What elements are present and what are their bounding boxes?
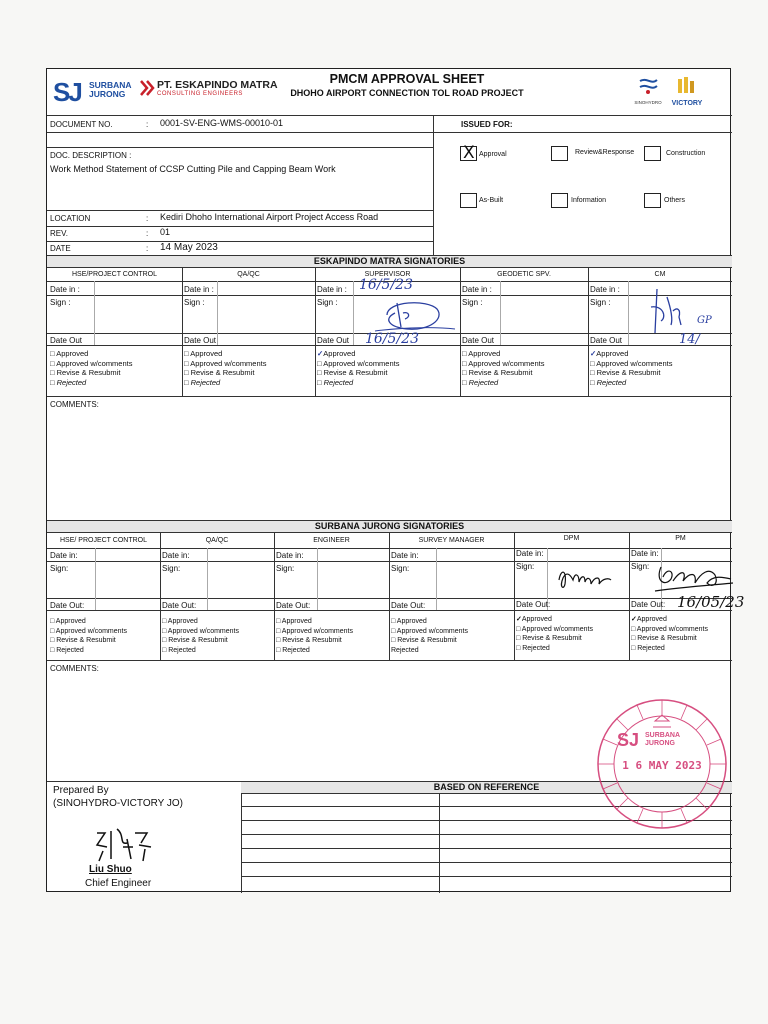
option-approved: □ Approved xyxy=(162,618,198,625)
esk-date-in-label: Date in : xyxy=(50,285,80,294)
sj-date-in-label: Date in: xyxy=(391,551,419,560)
sj-date-out-label: Date Out: xyxy=(391,601,426,610)
esk-sign-label: Sign : xyxy=(50,298,71,307)
option-approved-comments: □ Approved w/comments xyxy=(50,358,133,368)
issued-for-title: ISSUED FOR: xyxy=(461,120,513,129)
esk-date-in-label: Date in : xyxy=(590,285,620,294)
option-revise: □ Revise & Resubmit xyxy=(317,368,388,377)
option-revise: □ Revise & Resubmit xyxy=(276,637,342,644)
cm-signature xyxy=(647,287,707,337)
sj-col-pm: PM xyxy=(675,535,686,542)
option-rejected: □ Rejected xyxy=(50,377,87,387)
option-revise: □ Revise & Resubmit xyxy=(462,368,533,377)
sj-col-hse: HSE/ PROJECT CONTROL xyxy=(60,537,147,544)
option-revise: □ Revise & Resubmit xyxy=(162,637,228,644)
esk-sign-label: Sign : xyxy=(590,298,611,307)
sj-name-line-1: SURBANA xyxy=(89,80,132,90)
option-revise: □ Revise & Resubmit xyxy=(50,637,116,644)
option-approved: □ Approved xyxy=(276,618,312,625)
option-revise: □ Revise & Resubmit xyxy=(590,368,661,377)
option-approved: □ Approved xyxy=(391,618,427,625)
option-rejected: □ Rejected xyxy=(590,377,627,387)
victory-logo-icon xyxy=(674,75,700,95)
signer-title: Chief Engineer xyxy=(85,878,152,889)
option-rejected: □ Rejected xyxy=(276,646,310,654)
doc-no-value: 0001-SV-ENG-WMS-00010-01 xyxy=(160,118,284,128)
stamp-name-line-1: SURBANA xyxy=(645,732,680,739)
location-separator: : xyxy=(146,214,149,223)
sj-sign-label: Sign: xyxy=(516,562,535,571)
sj-date-out-label: Date Out: xyxy=(276,601,311,610)
option-approved: ✓Approved xyxy=(516,616,552,623)
option-approved: □ Approved xyxy=(50,618,86,625)
esk-date-in-label: Date in : xyxy=(184,285,214,294)
doc-no-separator: : xyxy=(146,120,149,129)
location-label: LOCATION xyxy=(50,214,91,223)
esk-col-hse: HSE/PROJECT CONTROL xyxy=(71,271,158,278)
rev-value: 01 xyxy=(160,227,171,237)
sj-col-qaqc: QA/QC xyxy=(205,537,229,544)
approval-checkbox[interactable] xyxy=(460,143,477,163)
page-title: PMCM APPROVAL SHEET xyxy=(329,72,485,86)
option-approved: □ Approved xyxy=(462,349,501,358)
sj-name-line-2: JURONG xyxy=(89,89,126,99)
date-value: 14 May 2023 xyxy=(160,242,218,253)
option-approved-comments: □ Approved w/comments xyxy=(317,358,400,368)
date-label: DATE xyxy=(50,244,71,253)
sj-date-in-label: Date in: xyxy=(276,551,304,560)
option-revise: □ Revise & Resubmit xyxy=(516,635,582,642)
esk-options-geodetic xyxy=(462,349,545,387)
esk-date-out-label: Date Out xyxy=(590,336,623,345)
stamp-name-line-2: JURONG xyxy=(645,740,675,747)
option-approved: □ Approved xyxy=(50,349,89,358)
option-revise: □ Revise & Resubmit xyxy=(50,368,121,377)
sj-options-dpm xyxy=(516,615,593,653)
esk-col-geodetic: GEODETIC SPV. xyxy=(497,271,551,278)
eskapindo-name: PT. ESKAPINDO MATRA xyxy=(157,79,278,91)
sj-date-in-label: Date in: xyxy=(162,551,190,560)
pm-date-out-handwritten: 16/05/23 xyxy=(677,593,745,611)
surbana-signatories-title: SURBANA JURONG SIGNATORIES xyxy=(47,520,732,533)
prepared-by-org: (SINOHYDRO-VICTORY JO) xyxy=(53,798,184,809)
sj-date-in-label: Date in: xyxy=(516,549,544,558)
esk-date-in-label: Date in : xyxy=(317,285,347,294)
option-revise: □ Revise & Resubmit xyxy=(184,368,255,377)
dpm-signature xyxy=(555,562,619,592)
eskapindo-comments-label: COMMENTS: xyxy=(50,400,99,409)
based-on-reference-title: BASED ON REFERENCE xyxy=(241,781,732,794)
sj-options-pm xyxy=(631,615,708,653)
option-approved-comments: □ Approved w/comments xyxy=(162,627,239,635)
option-rejected: □ Rejected xyxy=(184,377,221,387)
location-value: Kediri Dhoho International Airport Project Access Road xyxy=(160,212,379,222)
esk-date-out-label: Date Out xyxy=(184,336,217,345)
sj-sign-label: Sign: xyxy=(50,564,69,573)
surbana-date-stamp xyxy=(595,697,729,831)
eskapindo-logo-icon xyxy=(139,79,155,97)
as-built-label: As-Built xyxy=(479,197,504,204)
stamp-date: 1 6 MAY 2023 xyxy=(622,759,702,772)
esk-date-out-label: Date Out xyxy=(50,336,83,345)
option-rejected: □ Rejected xyxy=(50,646,84,654)
checked-x-mark: X xyxy=(463,143,475,163)
esk-options-hse xyxy=(50,349,133,387)
sj-options-qaqc xyxy=(162,617,239,655)
sj-sign-label: Sign: xyxy=(276,564,295,573)
sj-col-engineer: ENGINEER xyxy=(313,537,350,544)
esk-col-cm: CM xyxy=(654,271,666,278)
option-approved-comments: □ Approved w/comments xyxy=(631,625,708,633)
supervisor-date-out-handwritten: 16/5/23 xyxy=(365,331,419,347)
rev-label: REV. xyxy=(50,229,68,238)
sj-date-out-label: Date Out: xyxy=(162,601,197,610)
sj-logo-mark: SJ xyxy=(53,77,81,107)
project-subtitle: DHOHO AIRPORT CONNECTION TOL ROAD PROJECT xyxy=(290,88,524,98)
supervisor-date-in-handwritten: 16/5/23 xyxy=(359,277,413,293)
sj-date-out-label: Date Out: xyxy=(516,600,551,609)
esk-sign-label: Sign : xyxy=(462,298,483,307)
option-revise: □ Revise & Resubmit xyxy=(631,635,697,642)
option-approved: ✓Approved xyxy=(590,349,629,358)
esk-date-out-label: Date Out xyxy=(317,336,350,345)
doc-description-value: Work Method Statement of CCSP Cutting Pile and Capping Beam Work xyxy=(50,164,336,174)
surbana-comments-label: COMMENTS: xyxy=(50,664,99,673)
esk-date-out-label: Date Out xyxy=(462,336,495,345)
stamp-sj-logo: SJ xyxy=(617,730,640,750)
option-approved-comments: □ Approved w/comments xyxy=(184,358,267,368)
option-approved-comments: □ Approved w/comments xyxy=(590,358,673,368)
pm-signature xyxy=(653,557,735,597)
option-rejected: □ Rejected xyxy=(631,644,665,652)
esk-sign-label: Sign : xyxy=(184,298,205,307)
sj-col-survey: SURVEY MANAGER xyxy=(418,537,485,544)
prepared-by-label: Prepared By xyxy=(53,785,109,796)
option-rejected: □ Rejected xyxy=(516,644,550,652)
victory-logo xyxy=(667,75,707,107)
sj-date-in-label: Date in: xyxy=(631,549,659,558)
sj-sign-label: Sign: xyxy=(631,562,650,571)
sj-date-in-label: Date in: xyxy=(50,551,78,560)
sj-sign-label: Sign: xyxy=(391,564,410,573)
doc-description-label: DOC. DESCRIPTION : xyxy=(50,151,132,160)
review-response-label: Review&Response xyxy=(575,149,635,156)
sj-date-out-label: Date Out: xyxy=(631,600,666,609)
option-rejected: □ Rejected xyxy=(462,377,499,387)
surbana-jurong-logo xyxy=(53,77,132,108)
option-approved-comments: □ Approved w/comments xyxy=(516,625,593,633)
sj-col-dpm: DPM xyxy=(563,535,580,542)
date-separator: : xyxy=(146,244,149,253)
eskapindo-subtitle: CONSULTING ENGINEERS xyxy=(157,91,243,97)
construction-label: Construction xyxy=(666,150,706,157)
chief-engineer-signature xyxy=(89,825,159,865)
esk-col-qaqc: QA/QC xyxy=(237,271,260,278)
sj-sign-label: Sign: xyxy=(162,564,181,573)
option-approved-comments: □ Approved w/comments xyxy=(50,627,127,635)
others-checkbox[interactable] xyxy=(644,193,661,208)
option-rejected: Rejected xyxy=(391,646,419,654)
cm-date-out-handwritten: 14/ xyxy=(679,332,700,347)
esk-options-cm xyxy=(590,349,673,387)
esk-sign-label: Sign : xyxy=(317,298,338,307)
option-approved: ✓Approved xyxy=(631,616,667,623)
sinohydro-logo-icon xyxy=(637,77,659,95)
sj-options-survey xyxy=(391,617,468,655)
information-label: Information xyxy=(571,197,607,204)
sj-options-engineer xyxy=(276,617,353,655)
eskapindo-signatories-title: ESKAPINDO MATRA SIGNATORIES xyxy=(47,255,732,268)
information-checkbox[interactable] xyxy=(551,193,568,208)
rev-separator: : xyxy=(146,229,149,238)
esk-date-in-label: Date in : xyxy=(462,285,492,294)
option-approved-comments: □ Approved w/comments xyxy=(391,627,468,635)
sinohydro-logo xyxy=(633,77,663,105)
approval-label: Approval xyxy=(479,151,507,158)
esk-col-supervisor: SUPERVISOR xyxy=(364,271,411,278)
sj-date-out-label: Date Out: xyxy=(50,601,85,610)
option-rejected: □ Rejected xyxy=(162,646,196,654)
victory-label: VICTORY xyxy=(671,100,703,107)
esk-options-supervisor xyxy=(317,349,400,387)
sj-options-hse xyxy=(50,617,127,655)
cm-note-handwritten: GP xyxy=(697,315,712,326)
review-response-checkbox[interactable] xyxy=(551,146,568,161)
signer-name: Liu Shuo xyxy=(89,864,132,875)
option-rejected: □ Rejected xyxy=(317,377,354,387)
option-approved-comments: □ Approved w/comments xyxy=(276,627,353,635)
sinohydro-label: SINOHYDRO xyxy=(634,100,662,105)
construction-checkbox[interactable] xyxy=(644,146,661,161)
option-approved: ✓Approved xyxy=(317,349,356,358)
esk-options-qaqc xyxy=(184,349,267,387)
option-approved: □ Approved xyxy=(184,349,223,358)
option-revise: □ Revise & Resubmit xyxy=(391,637,457,644)
header xyxy=(47,69,732,115)
option-approved-comments: □ Approved w/comments xyxy=(462,358,545,368)
supervisor-signature xyxy=(367,295,457,335)
others-label: Others xyxy=(664,197,686,204)
doc-no-label: DOCUMENT NO. xyxy=(50,120,113,129)
as-built-checkbox[interactable] xyxy=(460,193,477,208)
